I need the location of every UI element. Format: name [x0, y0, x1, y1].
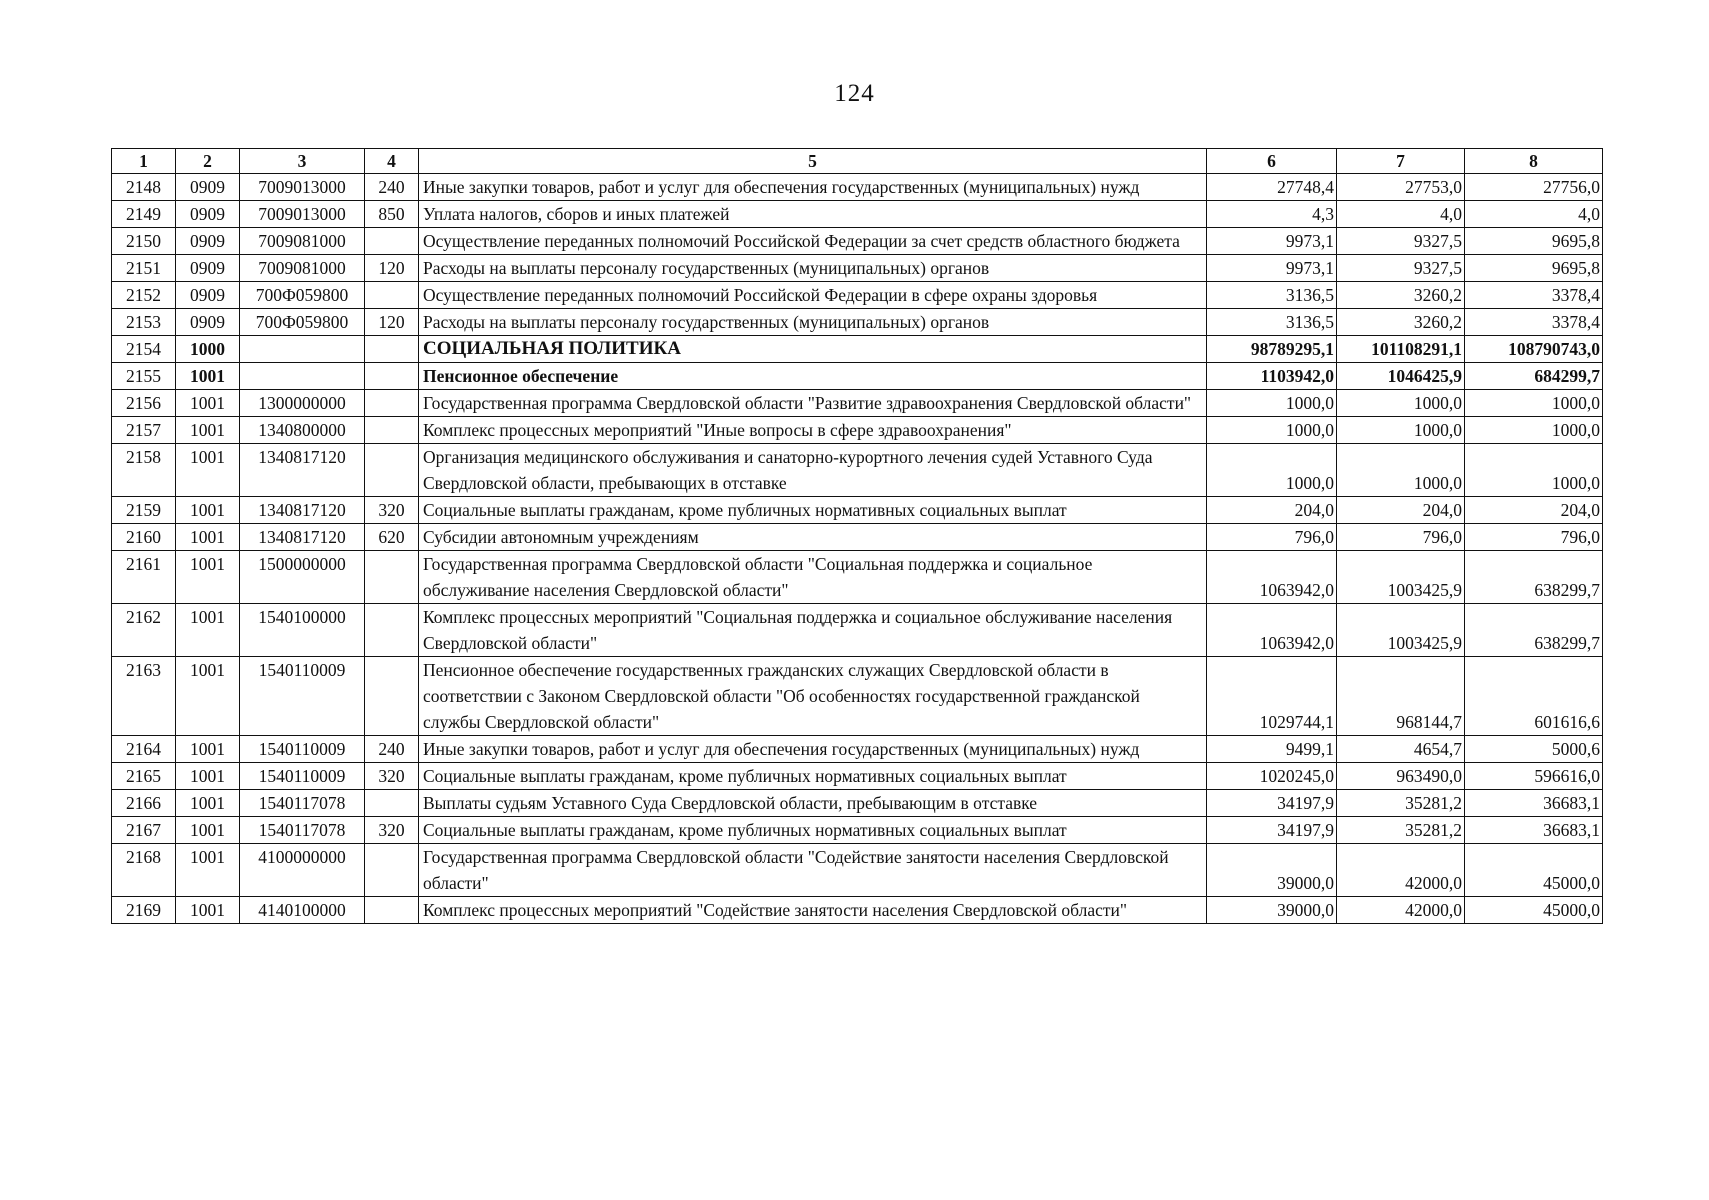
target-code: 1540117078 [240, 790, 365, 817]
amount-col-7: 42000,0 [1337, 844, 1465, 897]
amount-col-6: 9499,1 [1207, 736, 1337, 763]
header-col-5: 5 [419, 149, 1207, 174]
item-name: Осуществление переданных полномочий Российской Федерации в сфере охраны здоровья [419, 282, 1207, 309]
item-name: Иные закупки товаров, работ и услуг для обеспечения государственных (муниципальных) нужд [419, 736, 1207, 763]
item-name: Социальные выплаты гражданам, кроме публичных нормативных социальных выплат [419, 497, 1207, 524]
amount-col-8: 36683,1 [1465, 817, 1603, 844]
amount-col-8: 1000,0 [1465, 390, 1603, 417]
amount-col-8: 601616,6 [1465, 657, 1603, 736]
amount-col-6: 1029744,1 [1207, 657, 1337, 736]
section-code: 1001 [176, 551, 240, 604]
table-row [112, 444, 1603, 497]
amount-col-6: 1020245,0 [1207, 763, 1337, 790]
item-name: Субсидии автономным учреждениям [419, 524, 1207, 551]
amount-col-7: 9327,5 [1337, 228, 1465, 255]
section-code: 0909 [176, 282, 240, 309]
section-code: 1001 [176, 524, 240, 551]
row-number: 2151 [112, 255, 176, 282]
item-name: Пенсионное обеспечение государственных гражданских служащих Свердловской области в соответствии с Законом Свердловской области "Об особенностях государственной гражданской службы Свердловской области" [419, 657, 1207, 736]
target-code: 7009081000 [240, 255, 365, 282]
item-name: Выплаты судьям Уставного Суда Свердловской области, пребывающим в отставке [419, 790, 1207, 817]
amount-col-6: 1063942,0 [1207, 551, 1337, 604]
expense-type [365, 657, 419, 736]
amount-col-8: 638299,7 [1465, 604, 1603, 657]
amount-col-7: 4654,7 [1337, 736, 1465, 763]
amount-col-7: 4,0 [1337, 201, 1465, 228]
amount-col-7: 9327,5 [1337, 255, 1465, 282]
table-row [112, 897, 1603, 924]
amount-col-7: 963490,0 [1337, 763, 1465, 790]
table-row [112, 790, 1603, 817]
header-col-7: 7 [1337, 149, 1465, 174]
row-number: 2160 [112, 524, 176, 551]
row-number: 2150 [112, 228, 176, 255]
target-code: 7009081000 [240, 228, 365, 255]
item-name: Комплекс процессных мероприятий "Иные вопросы в сфере здравоохранения" [419, 417, 1207, 444]
section-code: 1001 [176, 363, 240, 390]
section-code: 0909 [176, 309, 240, 336]
table-row [112, 551, 1603, 604]
item-name: Государственная программа Свердловской области "Социальная поддержка и социальное обслуживание населения Свердловской области" [419, 551, 1207, 604]
expense-type [365, 897, 419, 924]
row-number: 2166 [112, 790, 176, 817]
item-name: Социальные выплаты гражданам, кроме публичных нормативных социальных выплат [419, 763, 1207, 790]
item-name: Государственная программа Свердловской области "Развитие здравоохранения Свердловской области" [419, 390, 1207, 417]
table-row [112, 497, 1603, 524]
item-name: Расходы на выплаты персоналу государственных (муниципальных) органов [419, 255, 1207, 282]
amount-col-7: 1003425,9 [1337, 604, 1465, 657]
amount-col-8: 45000,0 [1465, 897, 1603, 924]
amount-col-6: 27748,4 [1207, 174, 1337, 201]
item-name: СОЦИАЛЬНАЯ ПОЛИТИКА [419, 336, 1207, 363]
target-code: 1540110009 [240, 736, 365, 763]
target-code: 1340800000 [240, 417, 365, 444]
item-name: Комплекс процессных мероприятий "Социальная поддержка и социальное обслуживание населения Свердловской области" [419, 604, 1207, 657]
amount-col-8: 4,0 [1465, 201, 1603, 228]
header-col-1: 1 [112, 149, 176, 174]
amount-col-8: 638299,7 [1465, 551, 1603, 604]
expense-type [365, 551, 419, 604]
table-row [112, 174, 1603, 201]
section-code: 0909 [176, 255, 240, 282]
row-number: 2168 [112, 844, 176, 897]
amount-col-8: 36683,1 [1465, 790, 1603, 817]
amount-col-6: 1063942,0 [1207, 604, 1337, 657]
item-name: Организация медицинского обслуживания и санаторно-курортного лечения судей Уставного Суда Свердловской области, пребывающих в отставке [419, 444, 1207, 497]
table-row [112, 309, 1603, 336]
amount-col-8: 204,0 [1465, 497, 1603, 524]
table-row [112, 657, 1603, 736]
row-number: 2167 [112, 817, 176, 844]
expense-type: 120 [365, 309, 419, 336]
target-code: 1300000000 [240, 390, 365, 417]
table-row [112, 201, 1603, 228]
amount-col-8: 684299,7 [1465, 363, 1603, 390]
row-number: 2165 [112, 763, 176, 790]
amount-col-6: 34197,9 [1207, 790, 1337, 817]
expense-type [365, 390, 419, 417]
amount-col-8: 1000,0 [1465, 444, 1603, 497]
section-code: 1001 [176, 897, 240, 924]
table-row [112, 363, 1603, 390]
target-code: 4140100000 [240, 897, 365, 924]
target-code: 7009013000 [240, 174, 365, 201]
section-code: 1001 [176, 844, 240, 897]
item-name: Комплекс процессных мероприятий "Содействие занятости населения Свердловской области" [419, 897, 1207, 924]
expense-type [365, 604, 419, 657]
amount-col-8: 796,0 [1465, 524, 1603, 551]
amount-col-8: 108790743,0 [1465, 336, 1603, 363]
amount-col-7: 35281,2 [1337, 790, 1465, 817]
expense-type: 850 [365, 201, 419, 228]
expense-type [365, 363, 419, 390]
item-name: Уплата налогов, сборов и иных платежей [419, 201, 1207, 228]
table-body [112, 174, 1603, 924]
amount-col-6: 1000,0 [1207, 444, 1337, 497]
target-code: 1340817120 [240, 524, 365, 551]
expense-type: 240 [365, 174, 419, 201]
section-code: 1001 [176, 444, 240, 497]
amount-col-6: 1000,0 [1207, 417, 1337, 444]
item-name: Расходы на выплаты персоналу государственных (муниципальных) органов [419, 309, 1207, 336]
target-code: 1340817120 [240, 497, 365, 524]
amount-col-8: 5000,6 [1465, 736, 1603, 763]
amount-col-6: 1000,0 [1207, 390, 1337, 417]
target-code [240, 336, 365, 363]
amount-col-6: 796,0 [1207, 524, 1337, 551]
amount-col-7: 27753,0 [1337, 174, 1465, 201]
item-name: Иные закупки товаров, работ и услуг для обеспечения государственных (муниципальных) нужд [419, 174, 1207, 201]
table-row [112, 736, 1603, 763]
header-col-8: 8 [1465, 149, 1603, 174]
item-name: Государственная программа Свердловской области "Содействие занятости населения Свердловской области" [419, 844, 1207, 897]
amount-col-7: 35281,2 [1337, 817, 1465, 844]
section-code: 1000 [176, 336, 240, 363]
expense-type: 320 [365, 763, 419, 790]
amount-col-7: 3260,2 [1337, 282, 1465, 309]
table-row [112, 255, 1603, 282]
section-code: 1001 [176, 763, 240, 790]
table-row [112, 417, 1603, 444]
expense-type: 620 [365, 524, 419, 551]
table-row [112, 282, 1603, 309]
expense-type [365, 228, 419, 255]
row-number: 2162 [112, 604, 176, 657]
item-name: Осуществление переданных полномочий Российской Федерации за счет средств областного бюджета [419, 228, 1207, 255]
amount-col-7: 204,0 [1337, 497, 1465, 524]
target-code: 1340817120 [240, 444, 365, 497]
section-code: 1001 [176, 417, 240, 444]
amount-col-8: 1000,0 [1465, 417, 1603, 444]
row-number: 2159 [112, 497, 176, 524]
amount-col-7: 42000,0 [1337, 897, 1465, 924]
header-col-4: 4 [365, 149, 419, 174]
target-code: 1540110009 [240, 763, 365, 790]
target-code: 1540117078 [240, 817, 365, 844]
target-code: 1540110009 [240, 657, 365, 736]
amount-col-8: 596616,0 [1465, 763, 1603, 790]
amount-col-6: 9973,1 [1207, 255, 1337, 282]
expense-type: 240 [365, 736, 419, 763]
expense-type: 320 [365, 497, 419, 524]
header-col-6: 6 [1207, 149, 1337, 174]
item-name: Социальные выплаты гражданам, кроме публичных нормативных социальных выплат [419, 817, 1207, 844]
section-code: 1001 [176, 390, 240, 417]
expense-type [365, 844, 419, 897]
amount-col-7: 1003425,9 [1337, 551, 1465, 604]
table-row [112, 524, 1603, 551]
row-number: 2163 [112, 657, 176, 736]
amount-col-6: 3136,5 [1207, 282, 1337, 309]
target-code: 4100000000 [240, 844, 365, 897]
section-code: 1001 [176, 497, 240, 524]
row-number: 2157 [112, 417, 176, 444]
target-code: 7009013000 [240, 201, 365, 228]
amount-col-6: 4,3 [1207, 201, 1337, 228]
target-code: 1500000000 [240, 551, 365, 604]
expense-type [365, 790, 419, 817]
amount-col-7: 796,0 [1337, 524, 1465, 551]
section-code: 1001 [176, 817, 240, 844]
row-number: 2149 [112, 201, 176, 228]
row-number: 2158 [112, 444, 176, 497]
page-number: 124 [834, 80, 875, 107]
amount-col-6: 98789295,1 [1207, 336, 1337, 363]
row-number: 2153 [112, 309, 176, 336]
amount-col-6: 39000,0 [1207, 897, 1337, 924]
item-name: Пенсионное обеспечение [419, 363, 1207, 390]
budget-table [111, 148, 1603, 924]
target-code: 700Ф059800 [240, 282, 365, 309]
row-number: 2148 [112, 174, 176, 201]
section-code: 0909 [176, 228, 240, 255]
row-number: 2154 [112, 336, 176, 363]
amount-col-8: 9695,8 [1465, 255, 1603, 282]
section-code: 0909 [176, 174, 240, 201]
section-code: 0909 [176, 201, 240, 228]
row-number: 2156 [112, 390, 176, 417]
amount-col-7: 1000,0 [1337, 390, 1465, 417]
amount-col-7: 968144,7 [1337, 657, 1465, 736]
amount-col-8: 3378,4 [1465, 282, 1603, 309]
header-col-3: 3 [240, 149, 365, 174]
target-code: 1540100000 [240, 604, 365, 657]
amount-col-8: 45000,0 [1465, 844, 1603, 897]
target-code: 700Ф059800 [240, 309, 365, 336]
row-number: 2164 [112, 736, 176, 763]
section-code: 1001 [176, 604, 240, 657]
amount-col-6: 39000,0 [1207, 844, 1337, 897]
expense-type: 120 [365, 255, 419, 282]
row-number: 2169 [112, 897, 176, 924]
table-row [112, 817, 1603, 844]
amount-col-6: 34197,9 [1207, 817, 1337, 844]
table-row [112, 390, 1603, 417]
row-number: 2161 [112, 551, 176, 604]
amount-col-8: 27756,0 [1465, 174, 1603, 201]
amount-col-6: 3136,5 [1207, 309, 1337, 336]
amount-col-6: 1103942,0 [1207, 363, 1337, 390]
target-code [240, 363, 365, 390]
expense-type: 320 [365, 817, 419, 844]
row-number: 2155 [112, 363, 176, 390]
section-code: 1001 [176, 790, 240, 817]
amount-col-7: 1000,0 [1337, 444, 1465, 497]
amount-col-7: 1000,0 [1337, 417, 1465, 444]
table-row [112, 336, 1603, 363]
amount-col-6: 204,0 [1207, 497, 1337, 524]
expense-type [365, 336, 419, 363]
amount-col-8: 3378,4 [1465, 309, 1603, 336]
header-row [112, 149, 1603, 174]
section-code: 1001 [176, 657, 240, 736]
header-col-2: 2 [176, 149, 240, 174]
table-row [112, 763, 1603, 790]
table-row [112, 228, 1603, 255]
amount-col-6: 9973,1 [1207, 228, 1337, 255]
table-row [112, 604, 1603, 657]
expense-type [365, 417, 419, 444]
table-row [112, 844, 1603, 897]
amount-col-7: 3260,2 [1337, 309, 1465, 336]
expense-type [365, 282, 419, 309]
amount-col-7: 1046425,9 [1337, 363, 1465, 390]
row-number: 2152 [112, 282, 176, 309]
amount-col-8: 9695,8 [1465, 228, 1603, 255]
expense-type [365, 444, 419, 497]
section-code: 1001 [176, 736, 240, 763]
amount-col-7: 101108291,1 [1337, 336, 1465, 363]
